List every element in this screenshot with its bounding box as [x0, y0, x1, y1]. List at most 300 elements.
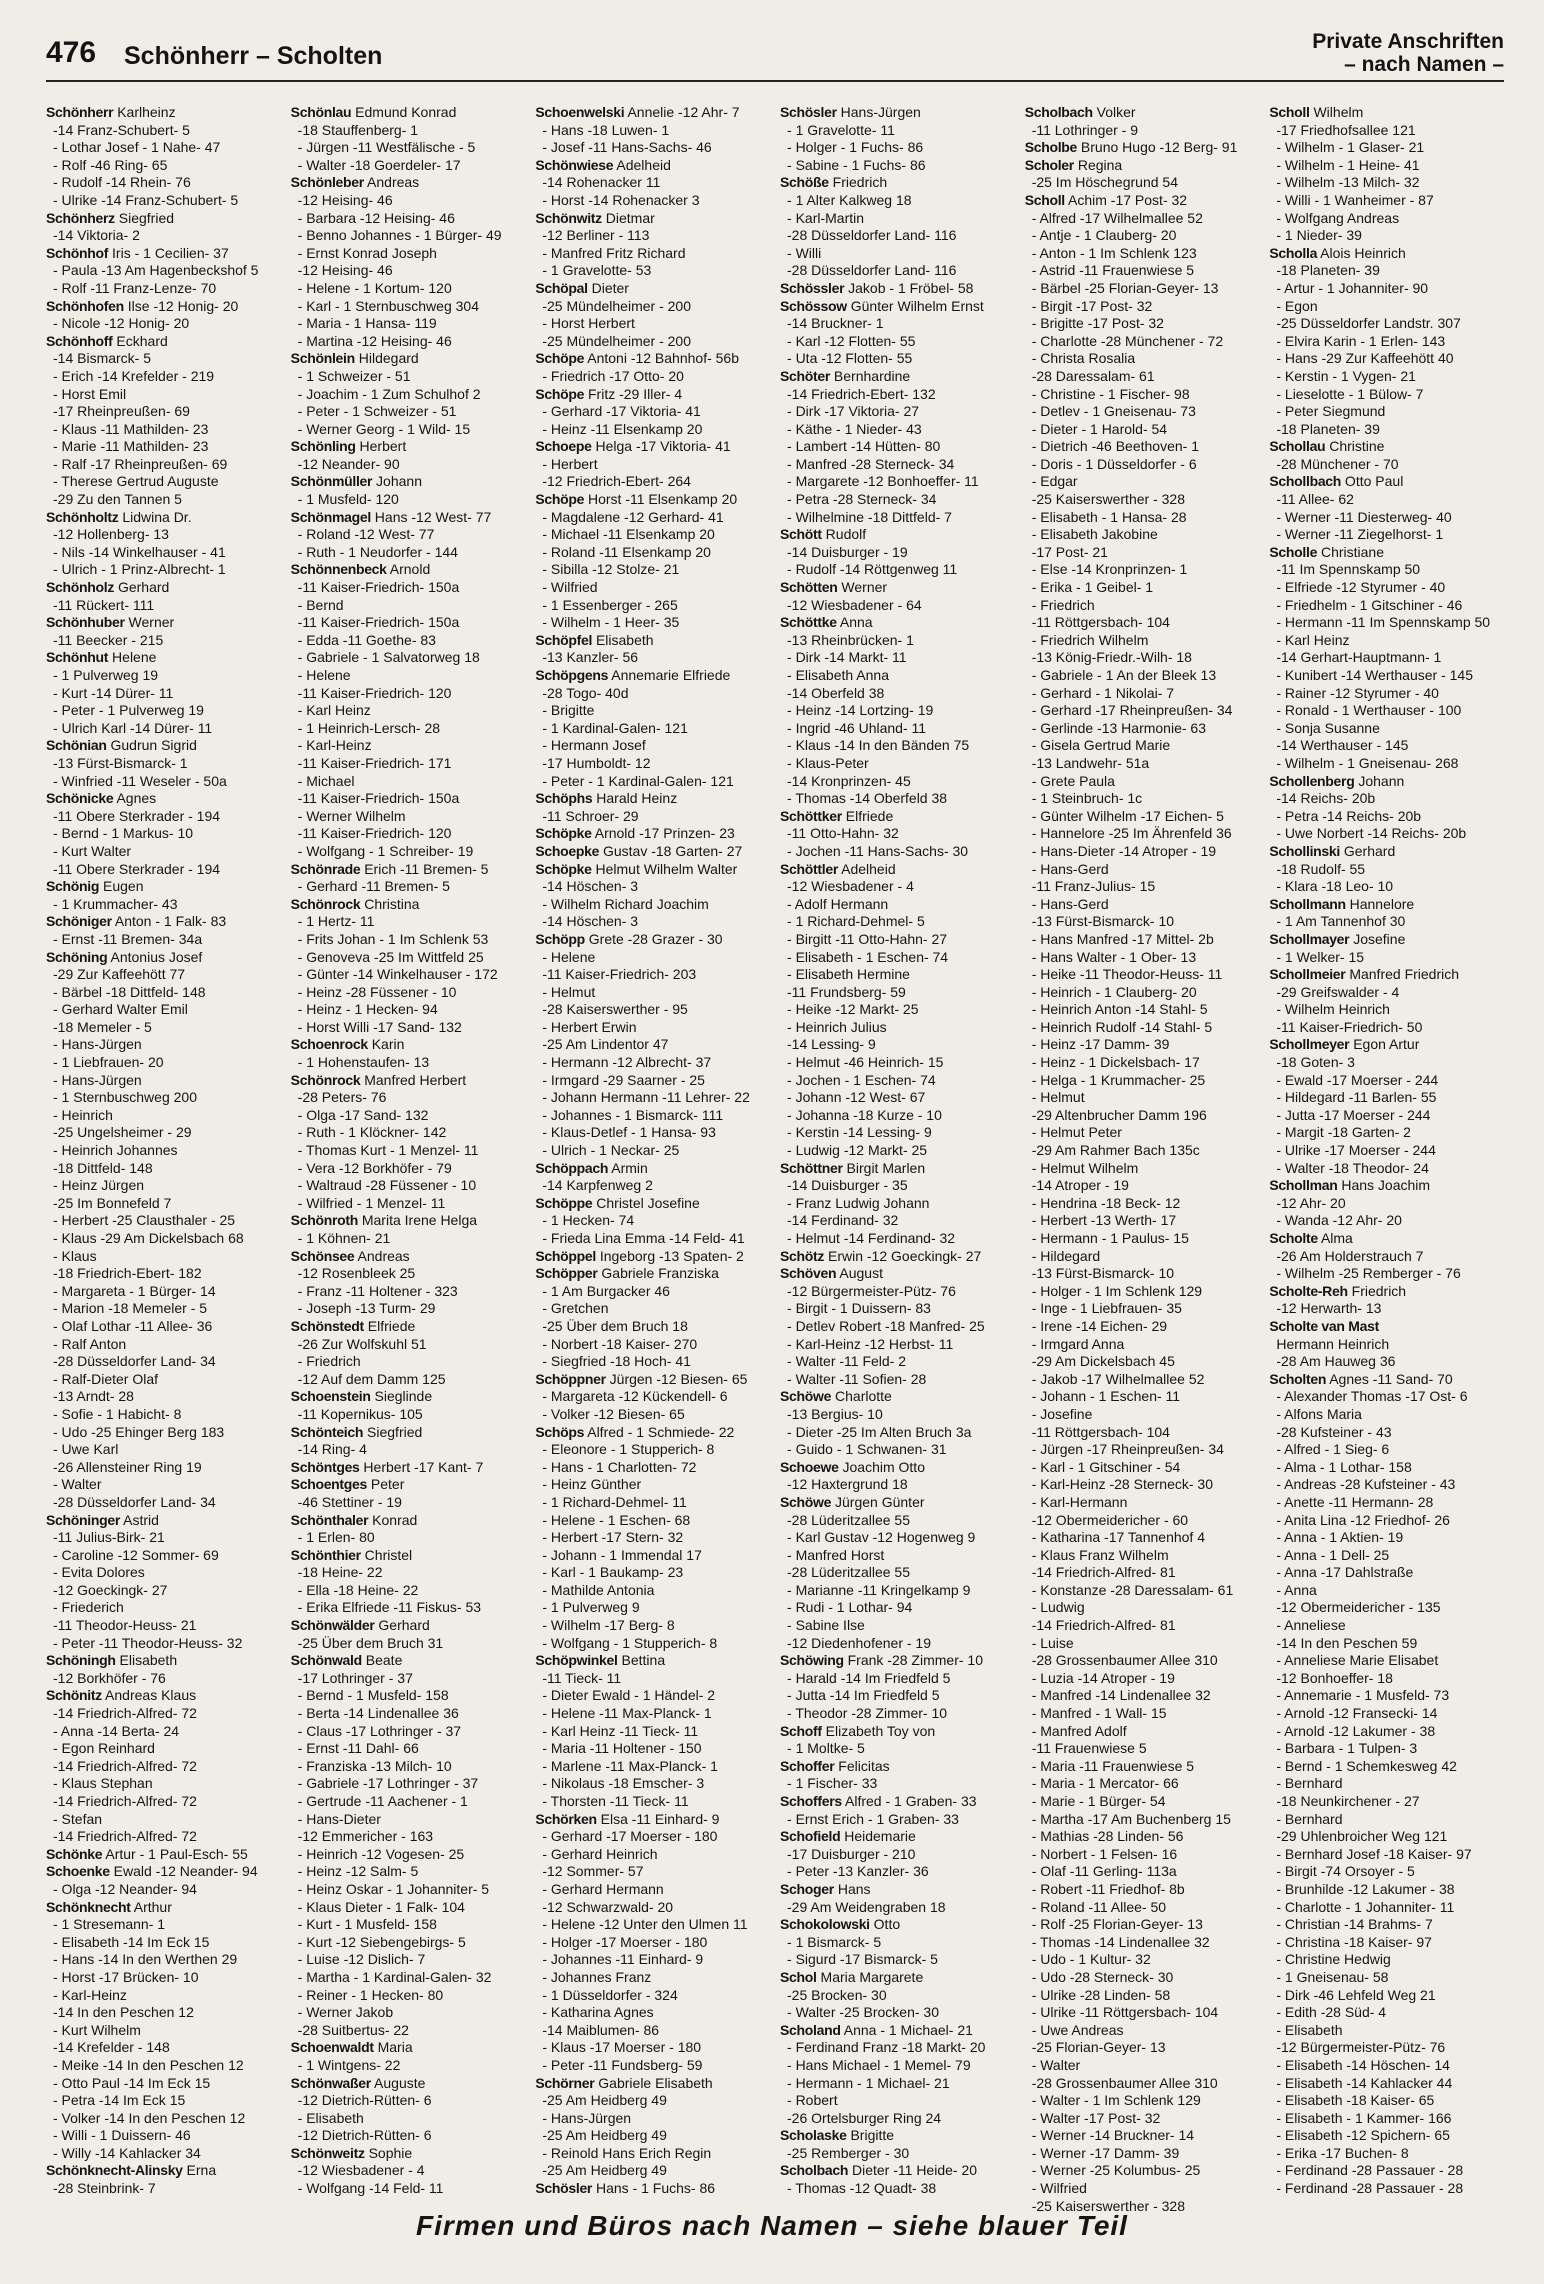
first-entry-line: Jürgen -12 Biesen- 65 [605, 1370, 748, 1387]
listing-line: - Ulrich Karl -14 Dürer- 11 [53, 719, 213, 736]
listing-line: - Wolfgang - 1 Stupperich- 8 [542, 1634, 718, 1651]
listing-line: - Werner -17 Damm- 39 [1031, 2144, 1180, 2161]
listing-line: -11 Theodor-Heuss- 21 [53, 1617, 197, 1634]
listing-line: - 1 Steinbruch- 1c [1031, 790, 1143, 807]
listing-line: -28 Kaiserswerther - 95 [542, 1001, 688, 1018]
listing-line: -13 Fürst-Bismarck- 10 [1031, 1265, 1175, 1282]
listing-line: - Günter -14 Winkelhauser - 172 [297, 966, 498, 983]
listing-line: -29 Zur Kaffeehött 77 [53, 966, 186, 983]
listing-line: - Olga -17 Sand- 132 [297, 1106, 429, 1123]
listing-line: - Kurt Walter [53, 842, 132, 859]
surname: Schönroth [290, 1212, 358, 1229]
first-entry-line: Bettina [617, 1652, 666, 1669]
listing-line: - Ernst -11 Bremen- 34a [53, 930, 203, 947]
first-entry-line: Rudolf [821, 526, 867, 543]
surname-entry [535, 931, 774, 949]
listing-line: - Wanda -12 Ahr- 20 [1276, 1212, 1402, 1229]
listing-line: - Ella -18 Heine- 22 [297, 1581, 419, 1598]
listing-line: -14 Rohenacker 11 [542, 174, 661, 191]
listing-line: - Sibilla -12 Stolze- 21 [542, 561, 680, 578]
first-entry-line: Gudrun Sigrid [106, 737, 197, 754]
surname-entry [1025, 192, 1264, 210]
listing-line: - Dirk -17 Viktoria- 27 [787, 403, 920, 420]
surname: Schol [780, 1968, 817, 1985]
listing-line: -12 Heising- 46 [297, 262, 393, 279]
listing-line: -14 Karpfenweg 2 [542, 1177, 653, 1194]
listing-line: - Theodor -28 Zimmer- 10 [787, 1705, 948, 1722]
listing-line: - Bernhard Josef -18 Kaiser- 97 [1276, 1845, 1472, 1862]
first-entry-line: Andreas Klaus [101, 1687, 197, 1704]
listing-line: - Wilhelm -17 Berg- 8 [542, 1617, 675, 1634]
surname-entry [535, 491, 774, 509]
listing-line: - 1 Schweizer - 51 [297, 367, 411, 384]
surname: Schöven [780, 1265, 837, 1282]
first-entry-line: Alois Heinrich [1317, 244, 1406, 261]
listing-line: -11 Julius-Birk- 21 [53, 1529, 165, 1546]
listing-line: - Reinold Hans Erich Regin [542, 2144, 712, 2161]
surname: Schönlein [290, 350, 355, 367]
listing-line: - Lambert -14 Hütten- 80 [787, 438, 941, 455]
first-entry-line: Alfred - 1 Schmiede- 22 [584, 1423, 735, 1440]
surname: Schoepe [535, 438, 592, 455]
first-entry-line: Anna - 1 Michael- 21 [840, 2021, 973, 2038]
first-entry-line: Iris - 1 Cecilien- 37 [108, 244, 229, 261]
first-entry-line: Karin [367, 1036, 405, 1053]
listing-line: -29 Am Dickelsbach 45 [1031, 1353, 1175, 1370]
listing-line: - Ulrike -28 Linden- 58 [1031, 1986, 1171, 2003]
listing-line: - Paula -13 Am Hagenbeckshof 5 [53, 262, 259, 279]
listing-line: -11 Kaiser-Friedrich- 150a [297, 614, 460, 631]
surname-entry [1269, 1230, 1508, 1248]
listing-line: - Bernhard [1276, 1810, 1343, 1827]
listing-line: - Werner Georg - 1 Wild- 15 [297, 420, 471, 437]
listing-line: - Johannes Franz [542, 1968, 652, 1985]
listing-line: -12 Friedrich-Ebert- 264 [542, 473, 691, 490]
surname: Schöpe [535, 491, 585, 508]
listing-line: - Mathilde Antonia [542, 1581, 655, 1598]
listing-line: - Udo - 1 Kultur- 32 [1031, 1951, 1151, 1968]
listing-line: - Werner -11 Diesterweg- 40 [1276, 508, 1452, 525]
listing-line: - Karl - 1 Sternbuschweg 304 [297, 297, 479, 314]
listing-line: - Alfred -17 Wilhelmallee 52 [1031, 209, 1203, 226]
listing-line: - Jakob -17 Wilhelmallee 52 [1031, 1370, 1205, 1387]
first-entry-line: Gustav -18 Garten- 27 [599, 842, 743, 859]
listing-line: - Guido - 1 Schwanen- 31 [787, 1441, 947, 1458]
listing-line: - Wilfried [1031, 2180, 1087, 2197]
directory-column-6 [1269, 104, 1508, 2197]
listing-line: - Nils -14 Winkelhauser - 41 [53, 543, 226, 560]
listing-line: - Maria -11 Frauenwiese 5 [1031, 1757, 1195, 1774]
listing-line: - Kurt Wilhelm [53, 2021, 141, 2038]
listing-line: - Marlene -11 Max-Planck- 1 [542, 1757, 718, 1774]
first-entry-line: Gabriele Franziska [597, 1265, 719, 1282]
first-entry-line: Elsa -11 Einhard- 9 [596, 1810, 720, 1827]
listing-line: - Wilhelmine -18 Dittfeld- 7 [787, 508, 952, 525]
listing-line: - Elvira Karin - 1 Erlen- 143 [1276, 332, 1446, 349]
listing-line: - Egon [1276, 297, 1318, 314]
listing-line: - Wilfried [542, 579, 598, 596]
listing-line: - Jutta -17 Moerser - 244 [1276, 1106, 1431, 1123]
listing-line: -25 Remberger - 30 [787, 2144, 910, 2161]
listing-line: - Jutta -14 Im Friedfeld 5 [787, 1687, 940, 1704]
listing-line: -25 Im Bonnefeld 7 [53, 1194, 172, 1211]
surname: Schönteich [290, 1423, 364, 1440]
surname-entry [1269, 438, 1508, 456]
directory-column-3 [535, 104, 774, 2197]
surname: Schoentges [290, 1476, 368, 1493]
surname: Scholten [1269, 1370, 1327, 1387]
listing-line: - Thomas -12 Quadt- 38 [787, 2180, 937, 2197]
listing-line: - Sofie - 1 Habicht- 8 [53, 1405, 182, 1422]
listing-line: - Irene -14 Eichen- 29 [1031, 1317, 1168, 1334]
listing-line: - Wilhelm Richard Joachim [542, 895, 709, 912]
first-entry-line: Sieglinde [370, 1388, 433, 1405]
surname: Schoger [780, 1880, 834, 1897]
listing-line: - Thorsten -11 Tieck- 11 [542, 1793, 689, 1809]
listing-line: - Luise [1031, 1634, 1074, 1651]
surname: Schönke [46, 1845, 103, 1862]
listing-line: - Ludwig [1031, 1599, 1085, 1616]
listing-line: - Birgit - 1 Duissern- 83 [787, 1300, 931, 1317]
listing-line: -12 Herwarth- 13 [1276, 1300, 1382, 1317]
first-entry-line: Eckhard [112, 332, 168, 349]
listing-line: - Ralf-Dieter Olaf [53, 1370, 159, 1387]
listing-line: - Willi - 1 Duissern- 46 [53, 2127, 191, 2144]
surname-entry [780, 280, 1019, 298]
listing-line: - Lothar Josef - 1 Nahe- 47 [53, 139, 221, 156]
surname: Schörner [535, 2074, 595, 2091]
listing-line: - Robert [787, 2092, 838, 2109]
listing-line: - Alexander Thomas -17 Ost- 6 [1276, 1388, 1468, 1405]
surname-entry [1025, 104, 1264, 122]
listing-line: - Martha - 1 Kardinal-Galen- 32 [297, 1968, 492, 1985]
listing-line: - Marion -18 Memeler - 5 [53, 1300, 208, 1317]
first-entry-line: Arthur [130, 1898, 172, 1915]
listing-line: - Margarete -12 Bonhoeffer- 11 [787, 473, 979, 490]
listing-line: - Christina -18 Kaiser- 97 [1276, 1933, 1432, 1950]
listing-line: -14 Duisburger - 35 [787, 1177, 908, 1194]
first-entry-line: Manfred Herbert [360, 1071, 467, 1088]
listing-line: -11 Röttgersbach- 104 [1031, 1423, 1170, 1440]
listing-line: -28 Togo- 40d [542, 684, 629, 701]
listing-line: -17 Friedhofsallee 121 [1276, 121, 1416, 138]
surname: Schöps [535, 1423, 585, 1440]
surname-entry [291, 896, 530, 914]
listing-line: -26 Am Holderstrauch 7 [1276, 1247, 1424, 1264]
listing-line: - Franz -11 Holtener - 323 [297, 1282, 458, 1299]
listing-line: - Heinz - 1 Dickelsbach- 17 [1031, 1054, 1200, 1071]
surname: Schönholtz [46, 508, 119, 525]
first-entry-line: Christel [360, 1546, 413, 1563]
listing-line: -18 Rudolf- 55 [1276, 860, 1366, 877]
surname-entry [291, 861, 530, 879]
first-entry-line: Auguste [370, 2074, 426, 2091]
surname: Schollmeier [1269, 966, 1346, 983]
surname-entry [535, 825, 774, 843]
surname-entry [780, 2022, 1019, 2040]
first-entry-line: Edmund Konrad [351, 104, 457, 120]
listing-line: - Herbert -13 Werth- 17 [1031, 1212, 1177, 1229]
listing-line: -12 Goeckingk- 27 [53, 1581, 168, 1598]
listing-line: - Johann Hermann -11 Lehrer- 22 [542, 1089, 750, 1106]
listing-line: -12 Berliner - 113 [542, 227, 650, 244]
listing-line: - Manfred Adolf [1031, 1722, 1127, 1739]
listing-line: - Anna -14 Berta- 24 [53, 1722, 180, 1739]
listing-line: - Peter -11 Theodor-Heuss- 32 [53, 1634, 243, 1651]
first-entry-line: Johann [372, 473, 422, 490]
first-entry-line: Siegfried [114, 209, 175, 226]
surname-entry [535, 843, 774, 861]
listing-line: -12 Wiesbadener - 4 [297, 2162, 425, 2179]
listing-line: - Helmut [542, 983, 596, 1000]
listing-line: - Barbara -12 Heising- 46 [297, 209, 455, 226]
surname-entry [535, 157, 774, 175]
first-entry-line: Christel Josefine [592, 1194, 700, 1211]
listing-line: - Rudi - 1 Lothar- 94 [787, 1599, 913, 1616]
listing-line: - Volker -12 Biesen- 65 [542, 1405, 685, 1422]
surname: Schönwitz [535, 209, 602, 226]
first-entry-line: Hans [833, 1880, 871, 1897]
listing-line: - Sabine Ilse [787, 1617, 865, 1634]
surname: Schöpfel [535, 631, 593, 648]
surname: Schöpke [535, 825, 592, 842]
first-entry-line: Arnold [386, 561, 431, 578]
surname: Schönthier [290, 1546, 361, 1563]
surname: Schöpe [535, 385, 585, 402]
surname: Schoenstein [290, 1388, 371, 1405]
listing-line: - Herbert [542, 455, 598, 472]
surname: Schollmann [1269, 895, 1346, 912]
listing-line: -11 Röttgersbach- 104 [1031, 614, 1170, 631]
listing-line: -12 Borkhöfer - 76 [53, 1669, 166, 1686]
first-entry-line: Agnes [113, 790, 157, 807]
surname: Schöwe [780, 1388, 832, 1405]
listing-line: - Peter Siegmund [1276, 403, 1386, 420]
listing-line: -14 Friedrich-Alfred- 81 [1031, 1617, 1176, 1634]
listing-line: - Magdalene -12 Gerhard- 41 [542, 508, 724, 525]
first-entry-line: Grete -28 Grazer - 30 [584, 930, 723, 947]
first-entry-line: Günter Wilhelm Ernst [846, 297, 984, 314]
listing-line: -13 Landwehr- 51a [1031, 754, 1150, 771]
listing-line: -11 Kaiser-Friedrich- 120 [297, 825, 452, 842]
surname: Schöpe [535, 350, 585, 367]
first-entry-line: Ingeborg -13 Spaten- 2 [595, 1247, 744, 1264]
listing-line: - Werner -14 Bruckner- 14 [1031, 2127, 1195, 2144]
listing-line: - 1 Heinrich-Lersch- 28 [297, 719, 441, 736]
listing-line: - Karl-Hermann [1031, 1493, 1128, 1510]
listing-line: - Heinrich - 1 Clauberg- 20 [1031, 983, 1197, 1000]
surname-entry [46, 737, 285, 755]
surname-entry [291, 1036, 530, 1054]
surname: Schöter [780, 367, 831, 384]
listing-line: - 1 Moltke- 5 [787, 1740, 865, 1757]
first-entry-line: Marita Irene Helga [357, 1212, 478, 1229]
surname: Schöning [46, 948, 108, 965]
listing-line: -14 Ring- 4 [297, 1441, 367, 1458]
surname-entry [535, 1424, 774, 1442]
first-entry-line: Karlheinz [113, 104, 176, 120]
listing-line: - Thomas Kurt - 1 Menzel- 11 [297, 1142, 479, 1159]
surname-entry [780, 808, 1019, 826]
listing-line: - Ulrike -11 Röttgersbach- 104 [1031, 2004, 1219, 2021]
first-entry-line: Christina [360, 895, 420, 912]
listing-line: - Dieter - 1 Harold- 54 [1031, 420, 1168, 437]
surname: Scholbe [1024, 139, 1078, 156]
listing-line: -12 Wiesbadener - 4 [787, 878, 914, 895]
listing-line: -25 Am Lindentor 47 [542, 1036, 669, 1053]
listing-line: -17 Post- 21 [1031, 543, 1108, 560]
listing-line: - Frieda Lina Emma -14 Feld- 41 [542, 1230, 745, 1246]
listing-line: - Bernd [297, 596, 344, 613]
listing-line: -11 Lothringer - 9 [1031, 121, 1139, 138]
first-entry-line: Astrid [120, 1511, 159, 1528]
listing-line: -29 Altenbrucher Damm 196 [1031, 1106, 1207, 1123]
surname: Schösler [535, 2180, 593, 2197]
surname: Schoenke [46, 1863, 110, 1880]
listing-line: -12 Sommer- 57 [542, 1863, 644, 1880]
listing-line: -11 Kaiser-Friedrich- 50 [1276, 1018, 1423, 1035]
listing-line: - Horst Herbert [542, 315, 635, 332]
listing-line: - Stefan [53, 1810, 103, 1827]
listing-line: - Maria - 1 Mercator- 66 [1031, 1775, 1179, 1792]
listing-line: - Walter -18 Goerdeler- 17 [297, 156, 461, 173]
first-entry-line: Gabriele Elisabeth [594, 2074, 713, 2091]
listing-line: -28 Daressalam- 61 [1031, 367, 1155, 384]
listing-line: - Karl - 1 Baukamp- 23 [542, 1564, 684, 1581]
surname-entry [535, 790, 774, 808]
listing-line: - Robert -11 Friedhof- 8b [1031, 1880, 1185, 1897]
listing-line: - Herbert Erwin [542, 1018, 637, 1035]
listing-line: -28 Lüderitzallee 55 [787, 1511, 910, 1528]
listing-line: - Rainer -12 Styrumer - 40 [1276, 684, 1439, 701]
listing-line: -12 Diedenhofener - 19 [787, 1634, 932, 1651]
surname: Schössler [780, 279, 845, 296]
surname-entry [291, 1424, 530, 1442]
listing-line: - Hildegard [1031, 1247, 1101, 1264]
listing-line: - Hans-Dieter [297, 1810, 381, 1827]
listing-line: - Karl - 1 Gitschiner - 54 [1031, 1458, 1181, 1475]
listing-line: - Ralf -17 Rheinpreußen- 69 [53, 455, 228, 472]
surname: Schollmeyer [1269, 1036, 1350, 1053]
listing-line: - Anita Lina -12 Friedhof- 26 [1276, 1511, 1450, 1528]
surname: Schöninger [46, 1511, 121, 1528]
listing-line: - Wilhelm Heinrich [1276, 1001, 1390, 1018]
listing-line: -28 Münchener - 70 [1276, 455, 1399, 472]
listing-line: - Michael -11 Elsenkamp 20 [542, 526, 715, 543]
first-entry-line: Erwin -12 Goeckingk- 27 [824, 1247, 982, 1264]
listing-line: - Friedrich [1031, 596, 1095, 613]
listing-line: - Artur - 1 Johanniter- 90 [1276, 279, 1429, 296]
surname-entry [780, 1828, 1019, 1846]
listing-line: - Dirk -46 Lehfeld Weg 21 [1276, 1986, 1436, 2003]
first-entry-line: Josefine [1349, 930, 1406, 947]
listing-line: - Brunhilde -12 Lakumer - 38 [1276, 1880, 1455, 1897]
listing-line: - Hans Michael - 1 Memel- 79 [787, 2056, 971, 2073]
listing-line: - Bernd - 1 Schemkesweg 42 [1276, 1757, 1457, 1774]
listing-line: - Hermann -11 Im Spennskamp 50 [1276, 614, 1491, 631]
surname-entry [46, 210, 285, 228]
listing-line: - Manfred -14 Lindenallee 32 [1031, 1687, 1211, 1704]
surname-entry [46, 245, 285, 263]
surname-entry [291, 104, 530, 122]
listing-line: - Ernst -11 Dahl- 66 [297, 1740, 419, 1757]
surname: Schöntges [290, 1458, 360, 1475]
surname-entry [46, 1652, 285, 1670]
listing-line: - Heinrich Anton -14 Stahl- 5 [1031, 1001, 1208, 1018]
listing-line: -14 Höschen- 3 [542, 878, 639, 895]
listing-line: - Hans-Gerd [1031, 860, 1109, 877]
surname: Schokolowski [780, 1916, 870, 1933]
surname-entry [780, 2162, 1019, 2180]
listing-line: - Gabriele - 1 Salvatorweg 18 [297, 649, 480, 666]
surname: Schönthaler [290, 1511, 369, 1528]
surname-entry [46, 1863, 285, 1881]
listing-line: - Roland -11 Allee- 50 [1031, 1898, 1167, 1915]
first-entry-line: Erna [182, 2162, 217, 2179]
listing-line: - Helene - 1 Eschen- 68 [542, 1511, 691, 1528]
listing-line: - Klaus-Peter [787, 754, 869, 771]
listing-line: - Günter Wilhelm -17 Eichen- 5 [1031, 807, 1224, 824]
surname-entry [46, 790, 285, 808]
surname: Schollau [1269, 438, 1326, 455]
listing-line: -11 Tieck- 11 [542, 1669, 622, 1686]
surname-entry [780, 1248, 1019, 1266]
listing-line: -25 Am Heidberg 49 [542, 2092, 667, 2109]
surname: Scholer [1024, 156, 1074, 173]
listing-line: -17 Duisburger - 210 [787, 1845, 916, 1862]
first-entry-line: Wilhelm [1309, 104, 1364, 120]
surname: Scholte van Mast [1269, 1317, 1379, 1334]
listing-line: -25 Mündelheimer - 200 [542, 332, 691, 349]
listing-line: - Rolf -25 Florian-Geyer- 13 [1031, 1916, 1203, 1933]
listing-line: - Karl -12 Flotten- 55 [787, 332, 916, 349]
first-entry-line: Heidemarie [840, 1828, 916, 1845]
listing-line: - Gerhard Walter Emil [53, 1001, 188, 1018]
listing-line: - Claus -17 Lothringer - 37 [297, 1722, 462, 1739]
surname: Schönleber [290, 174, 364, 191]
listing-line: - Evita Dolores [53, 1564, 145, 1581]
listing-line: -14 Reichs- 20b [1276, 790, 1376, 807]
listing-line: - Elisabeth -12 Spichern- 65 [1276, 2127, 1450, 2144]
surname-entry [780, 1969, 1019, 1987]
surname-entry [535, 104, 774, 122]
listing-line: - Helmut [1031, 1089, 1085, 1106]
listing-line: - 1 Nieder- 39 [1276, 227, 1362, 244]
listing-line: -13 Fürst-Bismarck- 10 [1031, 913, 1175, 930]
listing-line: - Gisela Gertrud Marie [1031, 737, 1171, 754]
listing-line: - Birgitt -11 Otto-Hahn- 27 [787, 930, 948, 947]
listing-line: -11 Kaiser-Friedrich- 120 [297, 684, 452, 701]
listing-line: - Elisabeth Hermine [787, 966, 910, 983]
first-entry-line: Herbert -17 Kant- 7 [359, 1458, 484, 1475]
listing-line: -12 Obermeidericher - 135 [1276, 1599, 1441, 1616]
surname-entry [780, 174, 1019, 192]
first-entry-line: Hannelore [1345, 895, 1415, 912]
listing-line: -18 Heine- 22 [297, 1564, 383, 1581]
surname-entry [291, 1248, 530, 1266]
listing-line: - Friederich [53, 1599, 124, 1616]
listing-line: - Ruth - 1 Klöckner- 142 [297, 1124, 447, 1141]
listing-line: - Heike -11 Theodor-Heuss- 11 [1031, 966, 1223, 983]
surname-entry [1269, 1371, 1508, 1389]
listing-line: Hermann Heinrich [1276, 1335, 1390, 1352]
listing-line: - Anna -17 Dahlstraße [1276, 1564, 1414, 1581]
listing-line: - Thomas -14 Oberfeld 38 [787, 790, 948, 807]
surname-entry [291, 1476, 530, 1494]
first-entry-line: Herbert [355, 438, 407, 455]
surname: Schössow [780, 297, 847, 314]
listing-line: - Brigitte -17 Post- 32 [1031, 315, 1164, 332]
